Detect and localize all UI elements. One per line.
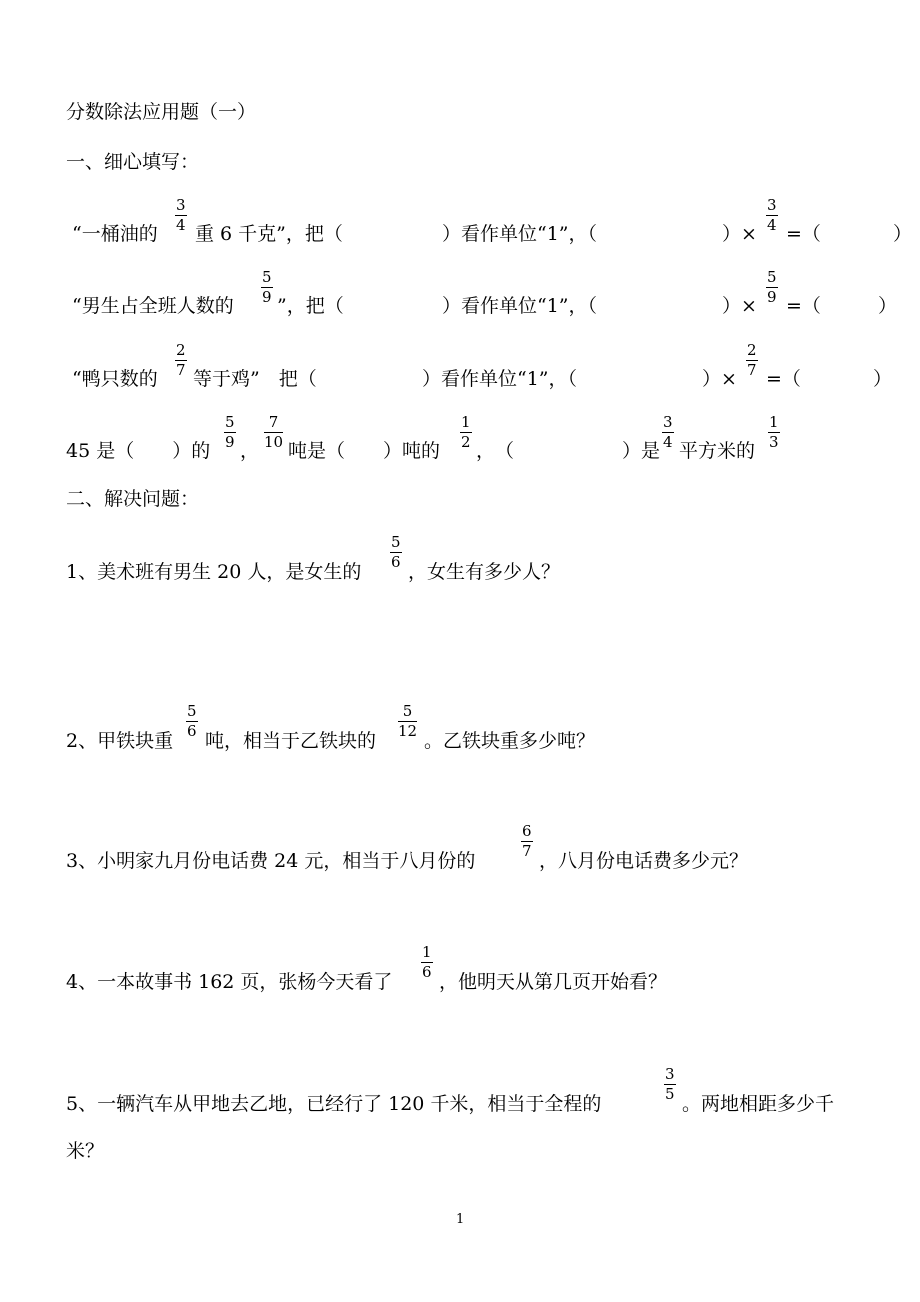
row-text: ”，把（ [277,295,344,317]
fraction: 5 6 [391,533,401,571]
row-text: =（ [766,368,801,390]
fraction: 5 9 [262,268,272,306]
row-text: ）× [722,295,757,317]
fraction: 5 6 [187,702,197,740]
fraction: 1 3 [769,413,779,451]
fraction: 3 4 [767,196,777,234]
question-text: 2、甲铁块重 [66,730,174,752]
row-text: 45 是（ ）的 [66,440,211,462]
row-text: ）是 [622,440,661,462]
fraction: 5 9 [767,268,777,306]
row-text: ）× [702,368,737,390]
fraction: 3 4 [663,413,673,451]
fraction: 2 7 [747,341,757,379]
fraction: 3 5 [665,1065,675,1103]
row-text: ）× [722,223,757,245]
question-text: ，女生有多少人？ [408,561,561,583]
fraction: 2 7 [176,341,186,379]
question-text: 4、一本故事书 162 页，张杨今天看了 [66,971,393,993]
row-text: ） [893,223,913,245]
question-text: ，八月份电话费多少元？ [539,850,749,872]
section-2-heading: 二、解决问题： [66,488,200,510]
row-text: 等于鸡” 把（ [193,368,317,390]
question-text: 米？ [66,1140,105,1162]
row-text: ）看作单位“1”，（ [442,295,598,317]
section-1-heading: 一、细心填写： [66,151,200,173]
question-text: 吨，相当于乙铁块的 [205,730,377,752]
fraction: 5 9 [225,413,235,451]
fraction: 1 2 [461,413,471,451]
row-text: ， （ [476,440,515,462]
fraction: 7 10 [264,413,284,451]
row-text: ）看作单位“1”，（ [422,368,578,390]
question-text: 5、一辆汽车从甲地去乙地，已经行了 120 千米，相当于全程的 [66,1093,602,1115]
question-text: 1、美术班有男生 20 人，是女生的 [66,561,362,583]
question-text: ，他明天从第几页开始看？ [439,971,668,993]
row-text: “男生占全班人数的 [72,295,234,317]
row-text: ， [240,440,260,462]
question-text: 。乙铁块重多少吨？ [424,730,596,752]
page-number: 1 [456,1212,465,1227]
row-text: 重 6 千克”，把（ [195,223,343,245]
row-text: =（ [786,223,821,245]
fraction: 1 6 [422,943,432,981]
page-title: 分数除法应用题（一） [66,101,257,123]
row-text: ） [878,295,898,317]
row-text: 平方米的 [679,440,756,462]
row-text: ） [873,368,893,390]
fraction: 5 12 [398,702,418,740]
fraction: 6 7 [522,822,532,860]
question-text: 。两地相距多少千 [682,1093,835,1115]
row-text: “鸭只数的 [72,368,158,390]
question-text: 3、小明家九月份电话费 24 元，相当于八月份的 [66,850,476,872]
row-text: =（ [786,295,821,317]
fraction: 3 4 [176,196,186,234]
row-text: “一桶油的 [72,223,158,245]
row-text: 吨是（ ）吨的 [288,440,441,462]
row-text: ）看作单位“1”，（ [442,223,598,245]
